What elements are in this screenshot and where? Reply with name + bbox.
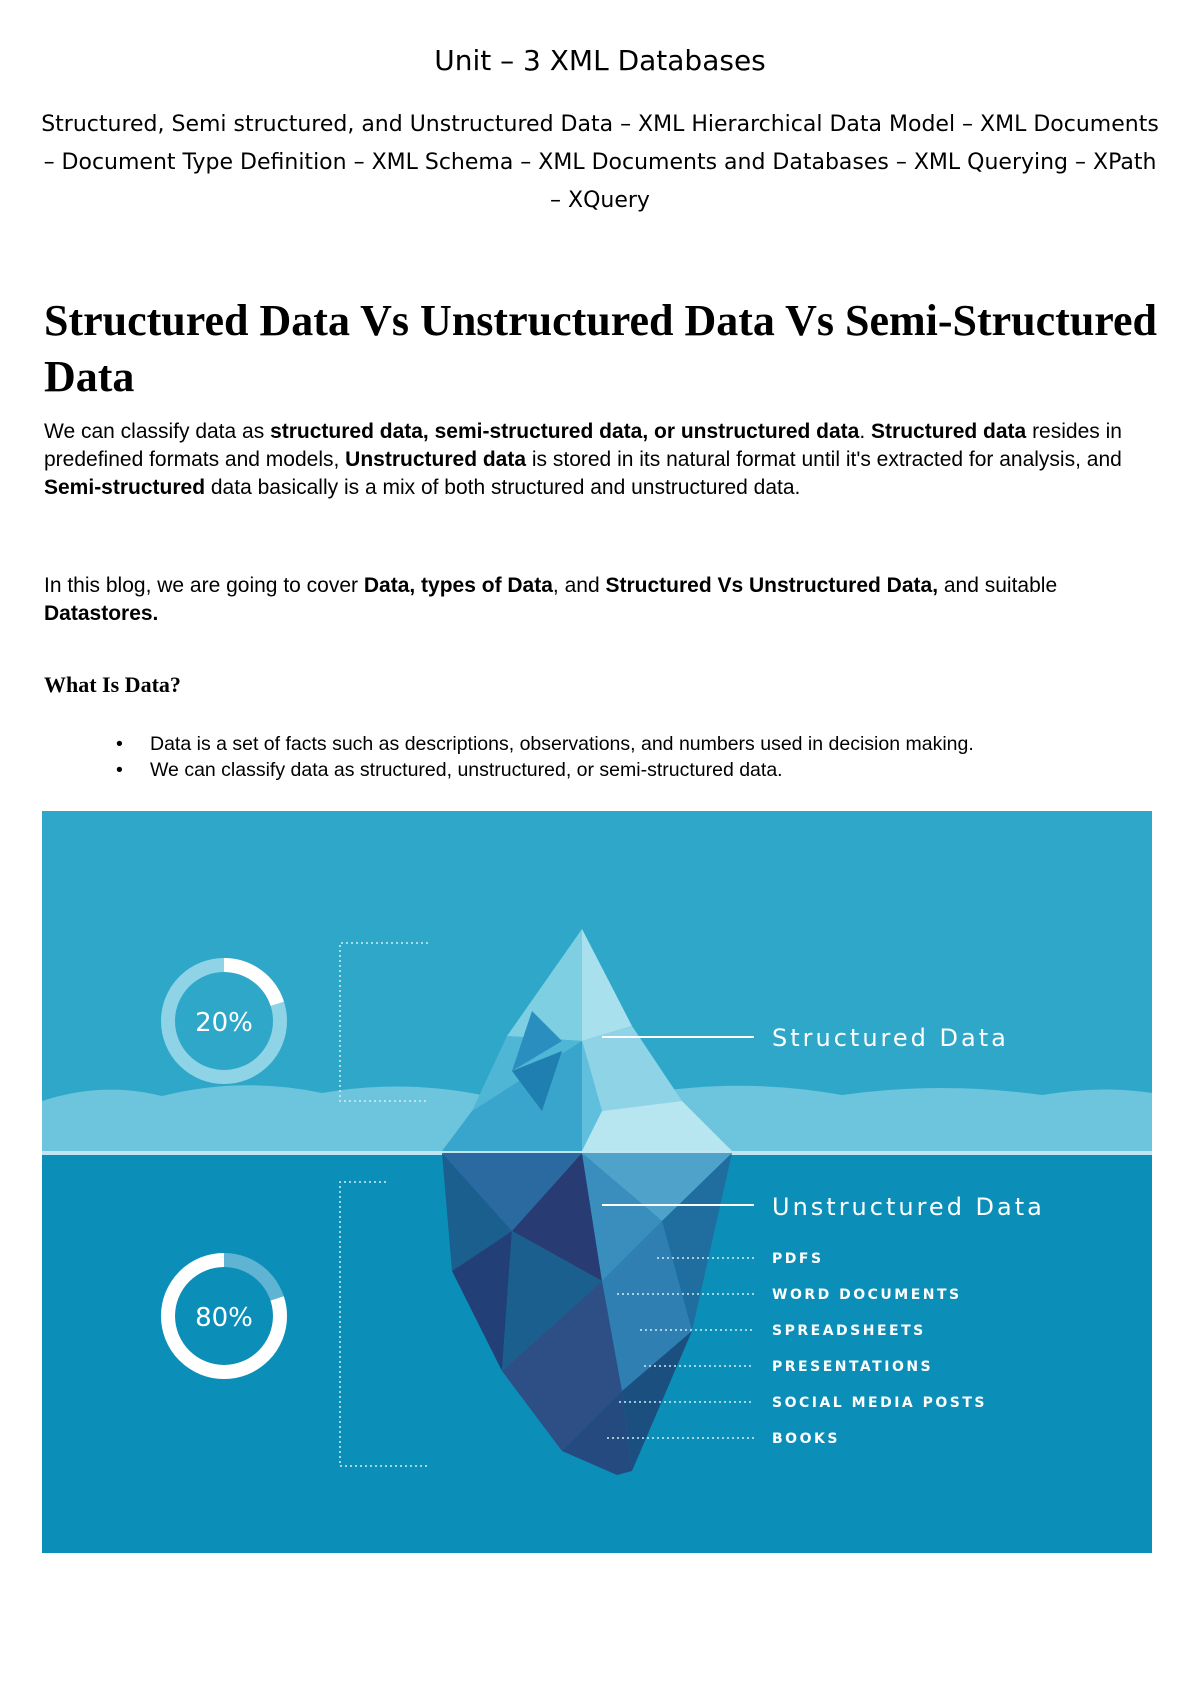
bold-text-run: Structured Vs Unstructured Data, — [605, 574, 939, 597]
unit-title: Unit – 3 XML Databases — [434, 44, 766, 77]
bold-text-run: Datastores. — [44, 602, 159, 625]
unstructured-item-pdfs: PDFS — [772, 1251, 824, 1267]
unstructured-data-label: Unstructured Data — [772, 1193, 1045, 1221]
bold-text-run: Unstructured data — [345, 448, 527, 471]
list-item — [116, 731, 974, 757]
list-item — [116, 757, 974, 783]
list-item-text: Data is a set of facts such as descriptions, observations, and numbers used in decision making. — [150, 733, 974, 755]
text-run: resides in predefined formats and models, — [44, 420, 1122, 471]
unstructured-item-books: BOOKS — [772, 1431, 840, 1447]
unstructured-item-word-documents: WORD DOCUMENTS — [772, 1287, 962, 1303]
what-is-data-subheading: What Is Data? — [44, 672, 181, 697]
structured-data-label: Structured Data — [772, 1024, 1009, 1052]
unstructured-item-presentations: PRESENTATIONS — [772, 1359, 934, 1375]
text-run: . — [859, 420, 872, 443]
iceberg-infographic — [42, 811, 1152, 1553]
bullet-icon: • — [116, 733, 123, 755]
unstructured-item-spreadsheets: SPREADSHEETS — [772, 1323, 926, 1339]
structured-percent: 20% — [195, 1008, 253, 1038]
bold-text-run: Structured data — [871, 420, 1027, 443]
data-bullet-list — [116, 731, 974, 783]
text-run: is stored in its natural format until it's extracted for analysis, and — [526, 448, 1122, 471]
unstructured-percent: 80% — [195, 1303, 253, 1333]
intro-paragraph — [44, 418, 1164, 502]
bold-text-run: structured data, semi-structured data, or unstructured data — [270, 420, 860, 443]
blog-paragraph — [44, 572, 1164, 628]
text-run: , and — [552, 574, 606, 597]
text-run: and suitable — [938, 574, 1058, 597]
bold-text-run: Data, types of Data — [363, 574, 553, 597]
bold-text-run: Semi-structured — [44, 476, 206, 499]
list-item-text: We can classify data as structured, unstructured, or semi-structured data. — [150, 759, 783, 781]
text-run: In this blog, we are going to cover — [44, 574, 364, 597]
text-run: data basically is a mix of both structured and unstructured data. — [205, 476, 801, 499]
article-heading: Structured Data Vs Unstructured Data Vs Semi-Structured Data — [44, 296, 1158, 401]
unstructured-item-social-media-posts: SOCIAL MEDIA POSTS — [772, 1395, 988, 1411]
text-run: We can classify data as — [44, 420, 271, 443]
bullet-icon: • — [116, 759, 123, 781]
unit-topics: Structured, Semi structured, and Unstructured Data – XML Hierarchical Data Model – XML Documents – Document Type Definition – XML Schema – XML Documents and Databases – XML Querying – XPath – XQuery — [41, 112, 1159, 213]
